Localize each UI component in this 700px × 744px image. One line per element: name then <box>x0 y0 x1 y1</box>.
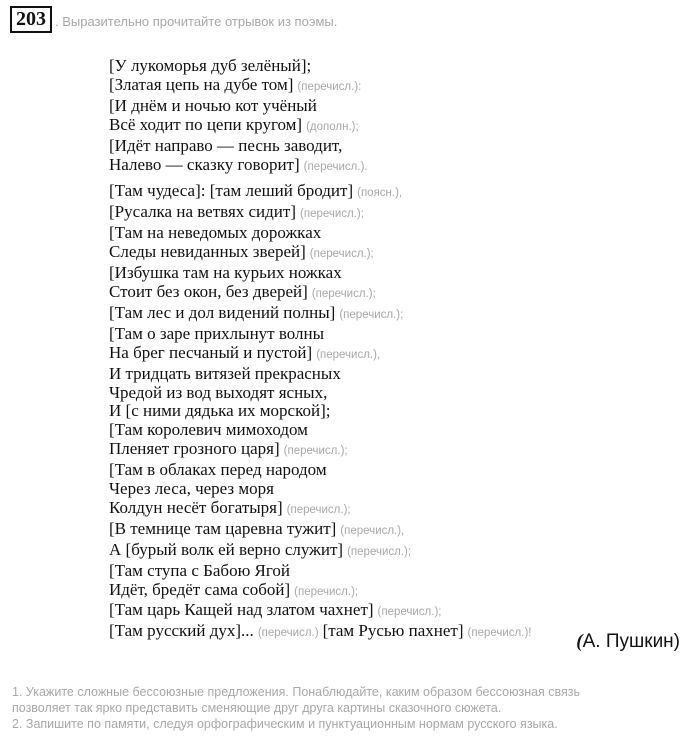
poem-line-text: Всё ходит по цепи кругом] <box>109 114 303 134</box>
poem-line-text: [там Русью пахнет] <box>322 621 464 641</box>
poem-line <box>109 541 689 562</box>
poem-line-text: [Там чудеса]: [там леший бродит] <box>109 181 354 201</box>
poem-line-text: [Там в облаках перед народом <box>109 460 327 480</box>
poem-line-text: [Там царь Кащей над златом чахнет] <box>109 600 374 620</box>
exercise-task: . Выразительно прочитайте отрывок из поэмы. <box>55 13 338 29</box>
poem-line-text: И тридцать витязей прекрасных <box>109 363 341 383</box>
poem-line <box>109 182 689 203</box>
grammar-note: (перечисл.); <box>347 545 412 558</box>
poem-line <box>109 97 689 116</box>
poem-line-text: [У лукоморья дуб зелёный]; <box>109 56 312 75</box>
question-line: 1. Укажите сложные бессоюзные предложения. Понаблюдайте, каким образом бессоюзная связь <box>12 685 581 699</box>
poem-line-text: Через леса, через моря <box>109 479 274 499</box>
grammar-note: (перечисл.); <box>309 248 374 261</box>
poem-line-text: Колдун несёт богатыря] <box>109 497 283 517</box>
poem-line <box>109 365 689 384</box>
poem-line-text: [Русалка на ветвях сидит] <box>109 202 296 222</box>
poem-line-text: Пленяет грозного царя] <box>109 439 280 459</box>
poem-excerpt <box>109 57 689 643</box>
poem-author <box>576 631 680 653</box>
poem-line-text: [Там лес и дол видений полны] <box>109 302 336 322</box>
poem-line-text: [Там королевич мимоходом <box>109 420 308 440</box>
grammar-note: (перечисл.), <box>340 524 405 537</box>
poem-line-text: Идёт, бредёт сама собой] <box>109 579 291 599</box>
poem-line-text: Стоит без окон, без дверей] <box>109 281 308 301</box>
grammar-note: (перечисл.). <box>303 160 368 173</box>
poem-line <box>109 57 689 76</box>
poem-line <box>109 137 689 156</box>
poem-line-text: [В темнице там царевна тужит] <box>109 518 337 538</box>
poem-line <box>109 499 689 520</box>
poem-line <box>109 243 689 264</box>
exercise-questions <box>12 684 692 732</box>
poem-line <box>109 480 689 499</box>
poem-line <box>109 116 689 137</box>
poem-line <box>109 520 689 541</box>
poem-line-text: [Златая цепь на дубе том] <box>109 74 294 94</box>
grammar-note: (перечисл.); <box>339 308 404 321</box>
poem-line-text: [Там на неведомых дорожках <box>109 223 322 243</box>
poem-line <box>109 601 689 622</box>
grammar-note: (перечисл.); <box>294 585 359 598</box>
poem-line <box>109 581 689 602</box>
grammar-note: (перечисл.), <box>316 348 381 361</box>
grammar-note: (перечисл.) <box>257 627 319 640</box>
poem-line-text: [Там русский дух]... <box>109 621 254 641</box>
grammar-note: (перечисл.); <box>283 445 348 458</box>
poem-line <box>109 440 689 461</box>
poem-line <box>109 156 689 177</box>
poem-line <box>109 461 689 480</box>
grammar-note: (перечисл.); <box>311 287 376 300</box>
poem-line <box>109 224 689 243</box>
grammar-note: (перечисл.)! <box>467 627 532 640</box>
author-open-paren: ( <box>576 631 583 652</box>
poem-line <box>109 264 689 283</box>
question-line: 2. Запишите по памяти, следуя орфографическим и пунктуационным нормам русского языка. <box>12 717 558 731</box>
poem-line <box>109 402 689 421</box>
grammar-note: (перечисл.): <box>297 80 362 93</box>
poem-line-text: И [с ними дядька их морской]; <box>109 401 331 421</box>
poem-line <box>109 344 689 365</box>
poem-line <box>109 421 689 440</box>
poem-line-text: [Избушка там на курьих ножках <box>109 263 342 283</box>
poem-line-text: [Там ступа с Бабою Ягой <box>109 560 291 580</box>
poem-line <box>109 76 689 97</box>
poem-line <box>109 304 689 325</box>
poem-line-text: А [бурый волк ей верно служит] <box>109 539 344 559</box>
grammar-note: (перечисл.); <box>300 208 364 221</box>
poem-line-text: [Там о заре прихлынут волны <box>109 323 325 343</box>
poem-line <box>109 325 689 344</box>
poem-line-text: [И днём и ночью кот учёный <box>109 95 317 115</box>
poem-line-text: [Идёт направо — песнь заводит, <box>109 135 343 155</box>
poem-line <box>109 203 689 224</box>
poem-line-text: Следы невиданных зверей] <box>109 242 306 262</box>
author-name: А. Пушкин) <box>582 631 680 652</box>
grammar-note: (перечисл.); <box>286 503 351 516</box>
question-line: позволяет так ярко представить сменяющие друг друга картины сказочного сюжета. <box>12 701 502 715</box>
poem-line-text: На брег песчаный и пустой] <box>109 342 313 362</box>
poem-line <box>109 562 689 581</box>
poem-line <box>109 384 689 403</box>
poem-line-text: Чредой из вод выходят ясных, <box>109 382 328 402</box>
poem-line-text: Налево — сказку говорит] <box>109 154 300 174</box>
grammar-note: (поясн.), <box>357 187 403 200</box>
exercise-number: 203 <box>10 6 52 33</box>
grammar-note: (перечисл.); <box>377 606 442 619</box>
grammar-note: (дополн.); <box>306 120 359 133</box>
exercise-header <box>10 6 337 32</box>
poem-line <box>109 283 689 304</box>
